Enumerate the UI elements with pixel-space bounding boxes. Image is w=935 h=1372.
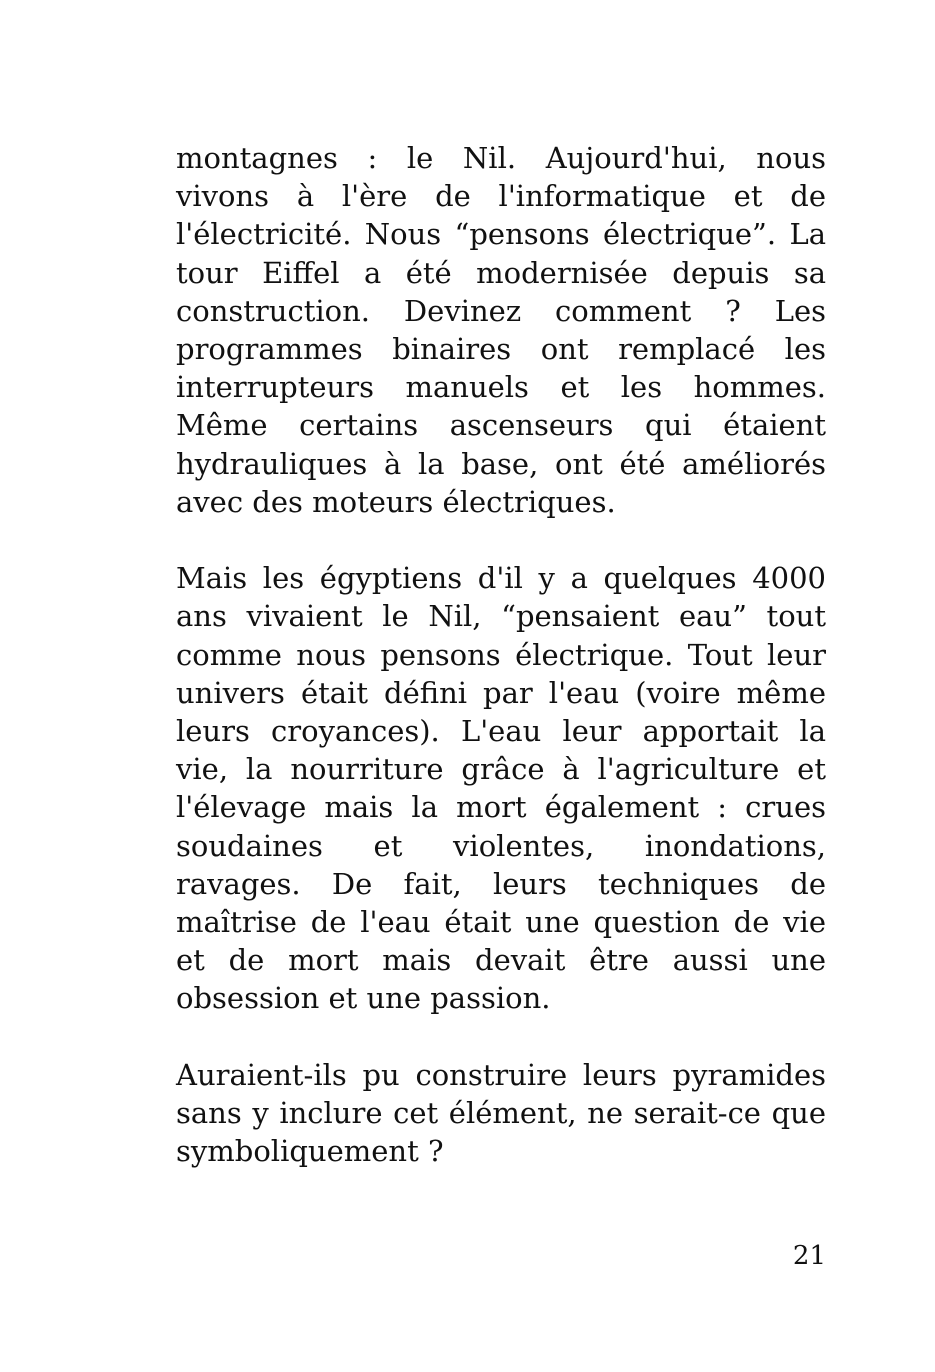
paragraph-2: Mais les égyptiens d'il y a quelques 4000 ans vivaient le Nil, “pensaient eau” tout comme nous pensons électrique. Tout leur univers était défini par l'eau (voire même leurs croyances). L'eau leur apportait la vie, la nourriture grâce à l'agriculture et l'élevage mais la mort également : crues soudaines et violentes, inondations, ravages. De fait, leurs techniques de maîtrise de l'eau était une question de vie et de mort mais devait être aussi une obsession et une passion. <box>176 561 826 1016</box>
paragraph-3: Auraient-ils pu construire leurs pyramides sans y inclure cet élément, ne serait-ce que symboliquement ? <box>176 1057 826 1169</box>
page-number: 21 <box>792 1241 826 1271</box>
paragraph-1: montagnes : le Nil. Aujourd'hui, nous vivons à l'ère de l'informatique et de l'électricité. Nous “pensons électrique”. La tour Eiffel a été modernisée depuis sa construction. Devinez comment ? Les programmes binaires ont remplacé les interrupteurs manuels et les hommes. Même certains ascenseurs qui étaient hydrauliques à la base, ont été améliorés avec des moteurs électriques. <box>176 141 826 519</box>
body-text <box>176 139 826 1170</box>
